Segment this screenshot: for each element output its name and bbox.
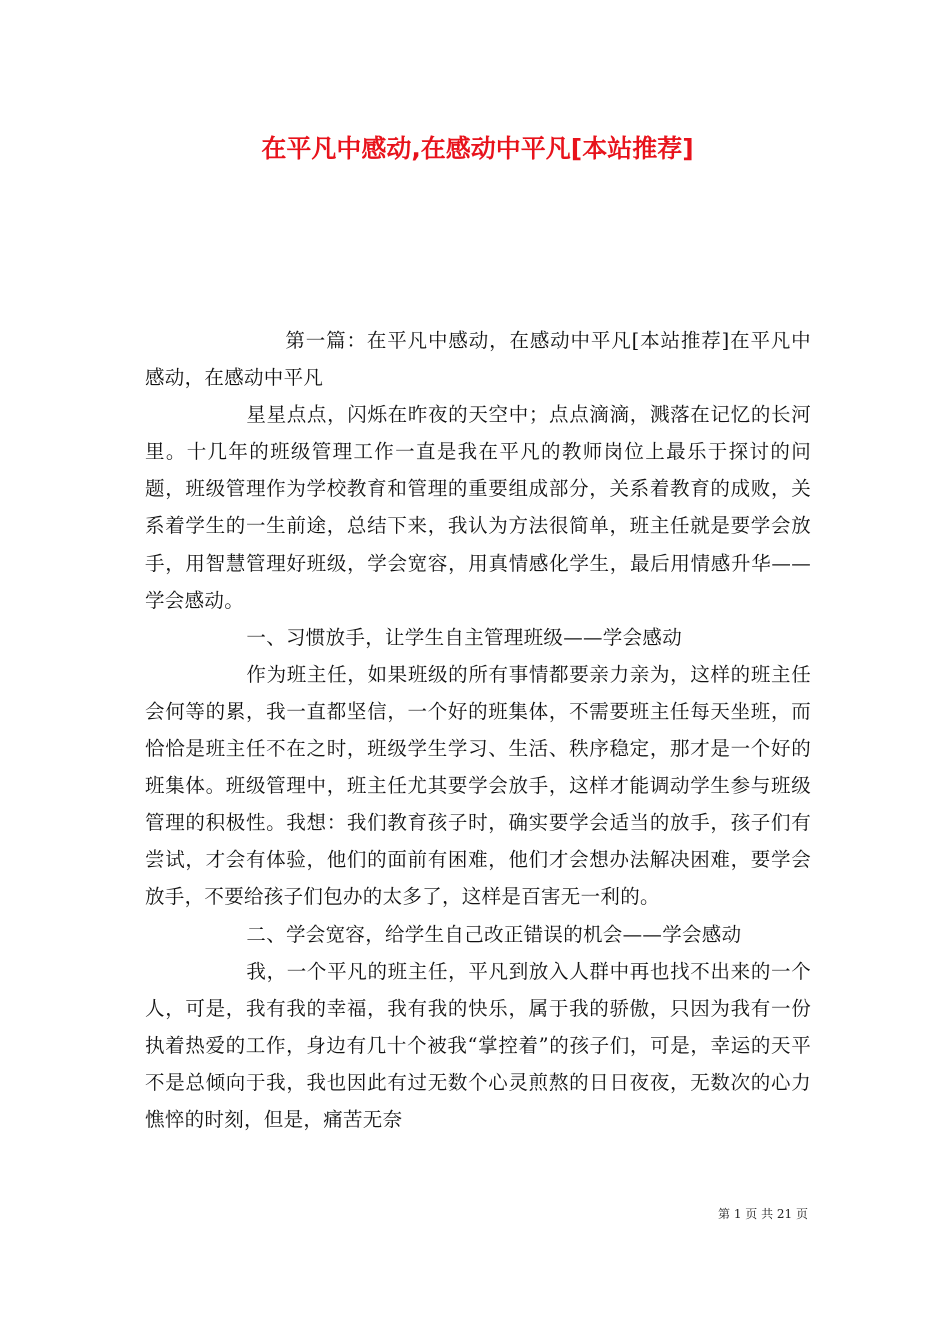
section-heading-2: 二、学会宽容，给学生自己改正错误的机会——学会感动 bbox=[246, 922, 742, 946]
document-body bbox=[145, 322, 811, 1138]
document-title: 在平凡中感动,在感动中平凡[本站推荐] bbox=[261, 134, 694, 163]
page-number: 第 1 页 共 21 页 bbox=[718, 1207, 808, 1221]
paragraph-body: 作为班主任，如果班级的所有事情都要亲力亲为，这样的班主任会何等的累，我一直都坚信，一个好的班集体，不需要班主任每天坐班，而恰恰是班主任不在之时，班级学生学习、生活、秩序稳定，那才是一个好的班集体。班级管理中，班主任尤其要学会放手，这样才能调动学生参与班级管理的积极性。我想：我们教育孩子时，确实要学会适当的放手，孩子们有尝试，才会有体验，他们的面前有困难，他们才会想办法解决困难，要学会放手，不要给孩子们包办的太多了，这样是百害无一利的。 bbox=[145, 662, 811, 909]
section-heading-1: 一、习惯放手，让学生自主管理班级——学会感动 bbox=[246, 625, 682, 649]
paragraph-body: 我，一个平凡的班主任，平凡到放入人群中再也找不出来的一个人，可是，我有我的幸福，我有我的快乐，属于我的骄傲，只因为我有一份执着热爱的工作，身边有几十个被我“掌控着”的孩子们，可是，幸运的天平不是总倾向于我，我也因此有过无数个心灵煎熬的日日夜夜，无数次的心力憔悴的时刻，但是，痛苦无奈 bbox=[145, 959, 811, 1131]
paragraph-intro: 第一篇：在平凡中感动，在感动中平凡[本站推荐]在平凡中感动，在感动中平凡 bbox=[145, 329, 811, 390]
paragraph-body: 星星点点，闪烁在昨夜的天空中；点点滴滴，溅落在记忆的长河里。十几年的班级管理工作一直是我在平凡的教师岗位上最乐于探讨的问题，班级管理作为学校教育和管理的重要组成部分，关系着教育的成败，关系着学生的一生前途，总结下来，我认为方法很简单，班主任就是要学会放手，用智慧管理好班级，学会宽容，用真情感化学生，最后用情感升华——学会感动。 bbox=[145, 403, 811, 612]
